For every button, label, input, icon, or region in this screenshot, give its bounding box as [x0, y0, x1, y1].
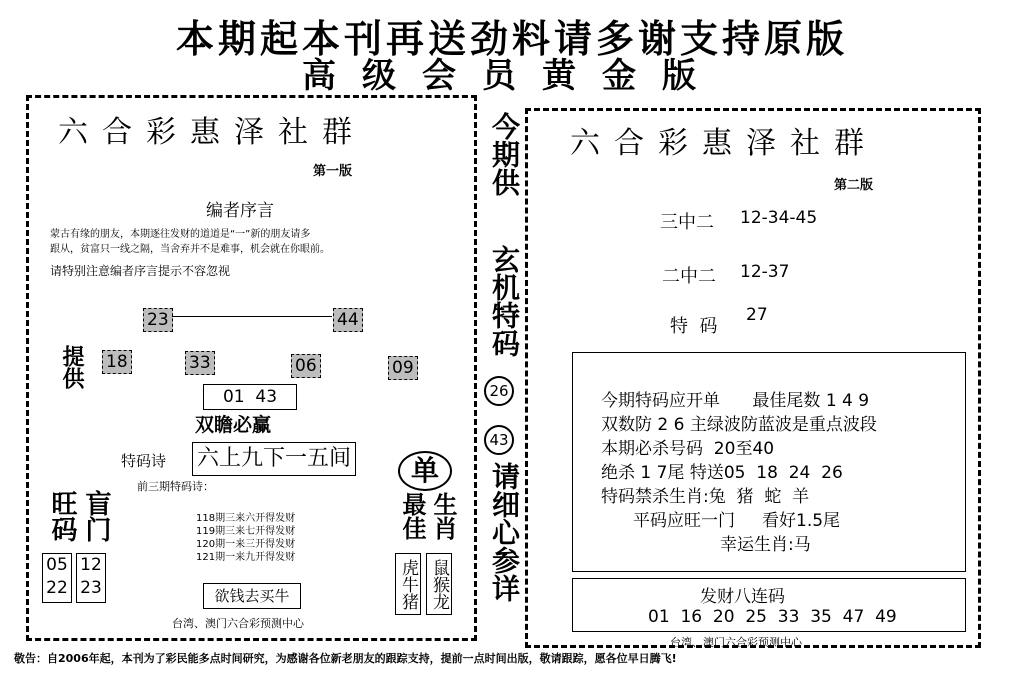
wang-val-2: 22: [46, 578, 68, 598]
right-panel-title: 六合彩惠泽社群: [570, 126, 878, 161]
info-line-6: 平码应旺一门 看好1.5尾: [633, 511, 841, 531]
middle-num-2-text: 43: [484, 425, 514, 455]
right-edition: 第二版: [834, 178, 874, 193]
left-panel-title: 六合彩惠泽社群: [58, 115, 366, 150]
divider-line: [172, 316, 332, 317]
single-badge: 单: [398, 451, 452, 491]
mang-val-1: 12: [80, 555, 102, 575]
row-1-value: 12-34-45: [740, 208, 818, 228]
mang-box: [76, 553, 106, 603]
info-line-4: 绝杀 1 7尾 特送05 18 24 26: [601, 463, 843, 483]
middle-num-1-text: 26: [484, 376, 514, 406]
provide-num-3: 06: [291, 354, 321, 378]
info-line-5: 特码禁杀生肖:兔 猪 蛇 羊: [601, 487, 810, 507]
middle-text-1: 今期供: [488, 112, 521, 196]
mang-men-label: 盲门: [81, 490, 111, 542]
zodiac-box-a: 虎牛猪: [395, 553, 421, 615]
middle-text-2: 玄机特码: [488, 245, 521, 357]
middle-num-1: [484, 376, 514, 406]
row-2-label: 二中二: [662, 266, 716, 287]
bottom-notice: 敬告：自2006年起，本刊为了彩民能多点时间研究，为感谢各位新老朋友的跟踪支持，提前一点时间出版，敬请跟踪，愿各位早日腾飞!: [14, 652, 677, 665]
provide-label: 提供: [59, 345, 84, 389]
poem-box: 六上九下一五间: [192, 442, 356, 476]
provide-num-4: 09: [388, 356, 418, 380]
prev-line-4: 121期一来九开得发财: [196, 552, 296, 563]
header-line-1: 本期起本刊再送劲料请多谢支持原版: [175, 16, 848, 61]
best-label: 最佳: [398, 492, 426, 540]
preface-line-1: 蒙古有缘的朋友，本期逐往发财的道道是“一”新的朋友请多: [50, 229, 311, 240]
preface-title: 编者序言: [206, 201, 274, 221]
prev-line-1: 118期三来六开得发财: [196, 513, 296, 524]
wang-box: [42, 553, 72, 603]
header-line-2: 高级会员黄金版: [302, 56, 722, 96]
buy-box: 欲钱去买牛: [203, 583, 301, 609]
middle-text-3: 请细心参详: [488, 462, 521, 602]
preface-line-2: 跟从，贫富只一线之隔，当舍弃并不是难事，机会就在你眼前。: [50, 244, 330, 255]
prev-label: 前三期特码诗：: [137, 480, 214, 493]
zodiac-box-b: 鼠猴龙: [426, 553, 452, 615]
info-line-2: 双数防 2 6 主绿波防蓝波是重点波段: [601, 415, 877, 435]
wang-ma-label: 旺码: [47, 490, 77, 542]
double-text: 双瞻必赢: [195, 414, 272, 436]
left-edition: 第一版: [313, 164, 353, 179]
lucky-title: 发财八连码: [700, 587, 785, 607]
provide-num-2: 33: [185, 351, 215, 375]
number-23: 23: [143, 308, 173, 332]
row-3-label: 特 码: [670, 316, 718, 337]
poem-label: 特码诗: [121, 452, 167, 470]
number-44: 44: [333, 308, 363, 332]
wang-val-1: 05: [46, 555, 68, 575]
box-numbers: 01 43: [203, 384, 297, 410]
left-footer: 台湾、澳门六合彩预测中心: [172, 617, 304, 630]
row-1-label: 三中二: [660, 212, 714, 233]
info-line-7: 幸运生肖:马: [720, 535, 811, 555]
info-line-3: 本期必杀号码 20至40: [601, 439, 775, 459]
row-2-value: 12-37: [740, 262, 790, 282]
info-line-1: 今期特码应开单 最佳尾数 1 4 9: [601, 391, 870, 411]
middle-num-2: [484, 425, 514, 455]
provide-num-1: 18: [102, 350, 132, 374]
prev-line-2: 119期三来七开得发财: [196, 526, 296, 537]
notice-text: 请特别注意编者序言提示不容忽视: [50, 264, 231, 278]
right-footer: 台湾、澳门六合彩预测中心: [670, 636, 802, 649]
lucky-numbers: 01 16 20 25 33 35 47 49: [648, 607, 897, 627]
row-3-value: 27: [746, 305, 768, 325]
shengxiao-label: 生肖: [429, 492, 457, 540]
mang-val-2: 23: [80, 578, 102, 598]
prev-line-3: 120期一来三开得发财: [196, 539, 296, 550]
